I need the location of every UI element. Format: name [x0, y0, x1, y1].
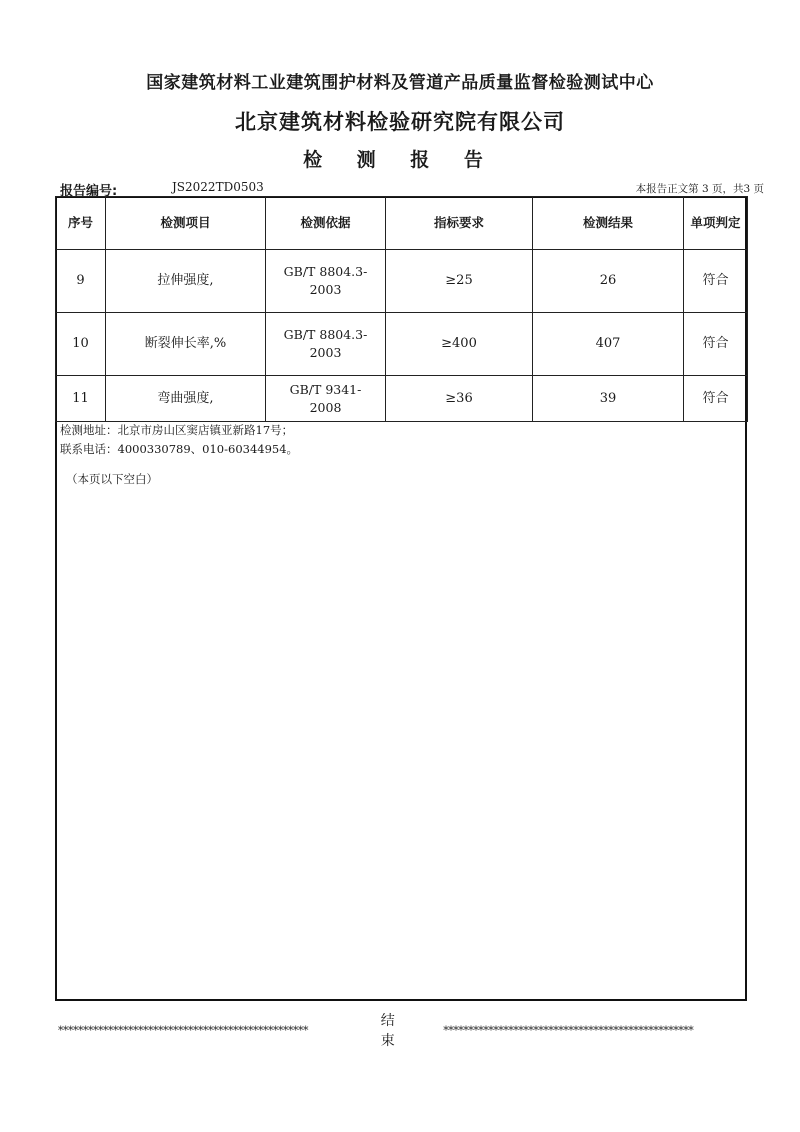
end-marker: [58, 1010, 748, 1050]
column-header-item: 检测项目: [106, 197, 266, 250]
cell-result: 26: [533, 250, 684, 313]
notes: [60, 421, 298, 459]
cell-basis: GB/T 8804.3- 2003: [266, 250, 386, 313]
cell-no: 9: [56, 250, 106, 313]
stars-left: **************************************************: [58, 1023, 308, 1037]
cell-verdict: 符合: [684, 313, 748, 376]
column-header-requirement: 指标要求: [386, 197, 533, 250]
cell-result: 407: [533, 313, 684, 376]
cell-item: 断裂伸长率,%: [106, 313, 266, 376]
cell-item: 弯曲强度,: [106, 376, 266, 422]
test-address: 检测地址：北京市房山区窦店镇亚新路17号；: [60, 423, 294, 437]
cell-no: 11: [56, 376, 106, 422]
end-text: 结束: [380, 1013, 413, 1049]
report-title: 检 测 报 告: [303, 149, 497, 171]
cell-verdict: 符合: [684, 250, 748, 313]
table-row: [56, 313, 748, 376]
cell-result: 39: [533, 376, 684, 422]
cell-basis: GB/T 8804.3- 2003: [266, 313, 386, 376]
table-row: [56, 250, 748, 313]
page-info: 本报告正文第 3 页，共3 页: [635, 183, 764, 195]
organization-line-1: 国家建筑材料工业建筑围护材料及管道产品质量监督检验测试中心: [146, 73, 654, 93]
column-header-verdict: 单项判定: [684, 197, 748, 250]
cell-item: 拉伸强度,: [106, 250, 266, 313]
cell-no: 10: [56, 313, 106, 376]
table-header-row: [56, 197, 748, 250]
report-number: JS2022TD0503: [172, 180, 264, 194]
contact-phone: 联系电话：4000330789、010-60344954。: [60, 442, 299, 456]
results-table: [55, 196, 748, 422]
stars-right: **************************************************: [443, 1023, 694, 1037]
column-header-no: 序号: [56, 197, 106, 250]
report-number-label: 报告编号:: [60, 184, 118, 199]
cell-verdict: 符合: [684, 376, 748, 422]
cell-requirement: ≥36: [386, 376, 533, 422]
blank-below-note: （本页以下空白）: [66, 472, 158, 486]
organization-line-2: 北京建筑材料检验研究院有限公司: [235, 110, 565, 134]
cell-requirement: ≥400: [386, 313, 533, 376]
table-row: [56, 376, 748, 422]
column-header-result: 检测结果: [533, 197, 684, 250]
column-header-basis: 检测依据: [266, 197, 386, 250]
cell-requirement: ≥25: [386, 250, 533, 313]
cell-basis: GB/T 9341- 2008: [266, 376, 386, 422]
